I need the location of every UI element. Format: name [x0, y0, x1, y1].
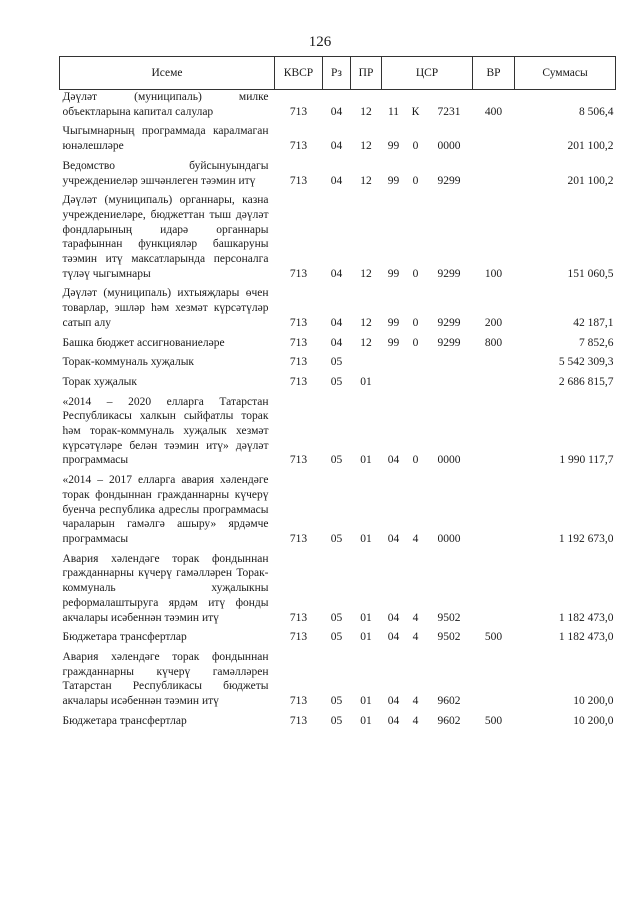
row-csr-subprogram — [406, 375, 426, 395]
row-csr-program: 99 — [387, 336, 400, 349]
row-csr-subprogram — [406, 355, 426, 375]
row-csr-subprogram: 0 — [412, 336, 419, 349]
row-rz: 05 — [330, 375, 343, 388]
row-name: Торак хуҗалык — [62, 375, 137, 388]
row-csr-subprogram: 0 — [412, 316, 419, 329]
header-pr: ПР — [351, 57, 382, 90]
row-csr-program: 04 — [387, 631, 400, 644]
row-pr: 01 — [360, 631, 372, 644]
row-pr: 01 — [360, 375, 372, 388]
table-row — [60, 124, 616, 158]
row-csr-direction: 9299 — [437, 336, 461, 349]
row-name: Бюджетара трансфертлар — [62, 714, 187, 727]
header-rz: Рз — [323, 57, 351, 90]
row-csr-program: 99 — [387, 267, 400, 280]
row-csr-direction: 7231 — [437, 105, 461, 118]
row-rz: 05 — [330, 695, 343, 708]
row-kvsr: 713 — [289, 336, 308, 349]
row-csr-direction: 9299 — [437, 316, 461, 329]
row-kvsr: 713 — [289, 267, 308, 280]
row-vr — [473, 124, 515, 158]
row-name: Башка бюджет ассигнованиеләре — [62, 336, 225, 349]
row-rz: 04 — [330, 336, 343, 349]
row-csr-program — [382, 355, 406, 375]
row-csr-program — [382, 375, 406, 395]
row-pr: 01 — [360, 714, 372, 727]
row-pr: 12 — [360, 336, 372, 349]
table-row — [60, 159, 616, 193]
row-pr: 01 — [360, 695, 372, 708]
table-row — [60, 375, 616, 395]
row-csr-direction: 9502 — [437, 611, 461, 624]
row-vr: 800 — [484, 336, 503, 349]
row-vr — [473, 159, 515, 193]
budget-table — [59, 56, 616, 733]
row-kvsr: 713 — [289, 532, 308, 545]
row-name: Дәүләт (муниципаль) милке объектларына капитал салулар — [62, 91, 269, 118]
row-sum: 2 686 815,7 — [558, 375, 614, 388]
row-csr-program: 04 — [387, 611, 400, 624]
row-kvsr: 713 — [289, 611, 308, 624]
row-rz: 04 — [330, 140, 343, 153]
row-pr: 01 — [360, 611, 372, 624]
row-rz: 05 — [330, 454, 343, 467]
header-kvsr: КВСР — [275, 57, 323, 90]
row-name: Ведомство буйсынуындагы учреждениеләр эшчәнлеген тәэмин итү — [62, 159, 269, 187]
row-csr-program: 04 — [387, 695, 400, 708]
row-sum: 201 100,2 — [567, 174, 614, 187]
row-vr: 200 — [484, 316, 503, 329]
row-vr — [473, 395, 515, 474]
row-vr — [473, 375, 515, 395]
row-sum: 1 990 117,7 — [559, 454, 614, 467]
row-vr — [473, 552, 515, 631]
row-pr: 01 — [360, 454, 372, 467]
row-rz: 05 — [330, 611, 343, 624]
row-csr-subprogram: 0 — [412, 267, 419, 280]
row-pr: 12 — [360, 316, 372, 329]
row-csr-subprogram: 0 — [412, 140, 419, 153]
row-rz: 05 — [330, 631, 343, 644]
table-row — [60, 286, 616, 335]
row-vr — [473, 473, 515, 552]
row-kvsr: 713 — [289, 140, 308, 153]
row-vr — [473, 355, 515, 375]
row-vr: 100 — [484, 267, 503, 280]
row-kvsr: 713 — [289, 695, 308, 708]
row-name: Дәүләт (муниципаль) ихтыяҗлары өчен товарлар, эшләр һәм хезмәт күрсәтүләр сатып алу — [62, 287, 269, 329]
row-csr-subprogram: К — [411, 105, 420, 118]
row-rz: 04 — [330, 316, 343, 329]
row-sum: 1 192 673,0 — [558, 532, 614, 545]
row-sum: 151 060,5 — [567, 267, 614, 280]
row-sum: 1 182 473,0 — [558, 611, 614, 624]
table-row — [60, 630, 616, 650]
row-csr-direction: 9602 — [437, 714, 461, 727]
row-pr: 12 — [360, 174, 372, 187]
row-kvsr: 713 — [289, 174, 308, 187]
table-row — [60, 336, 616, 356]
row-kvsr: 713 — [289, 454, 308, 467]
row-csr-subprogram: 4 — [412, 695, 419, 708]
row-csr-direction: 9299 — [437, 174, 461, 187]
row-csr-subprogram: 4 — [412, 611, 419, 624]
row-csr-direction — [426, 355, 473, 375]
row-sum: 7 852,6 — [579, 336, 614, 349]
row-vr: 500 — [484, 714, 503, 727]
row-csr-program: 04 — [387, 714, 400, 727]
table-row — [60, 193, 616, 286]
row-sum: 10 200,0 — [573, 695, 614, 708]
row-csr-subprogram: 4 — [412, 714, 419, 727]
row-csr-program: 99 — [387, 174, 400, 187]
row-name: Бюджетара трансфертлар — [62, 631, 187, 644]
row-csr-program: 04 — [387, 532, 400, 545]
row-kvsr: 713 — [289, 714, 308, 727]
table-row — [60, 650, 616, 714]
row-name: Дәүләт (муниципаль) органнары, казна учреждениеләре, бюджеттан тыш дәүләт фондларының идарә органнары тарафыннан функцияләр башкаруны тәэмин итү максатларында персоналга түләү чыгымнары — [62, 194, 269, 280]
table-row — [60, 714, 616, 734]
row-sum: 42 187,1 — [573, 316, 614, 329]
row-name: Торак-коммуналь хуҗалык — [62, 356, 195, 369]
row-rz: 05 — [330, 532, 343, 545]
row-sum: 8 506,4 — [579, 105, 614, 118]
row-kvsr: 713 — [289, 375, 308, 388]
row-csr-program: 11 — [387, 105, 400, 118]
row-csr-subprogram: 0 — [412, 454, 419, 467]
row-csr-direction — [426, 375, 473, 395]
header-name: Исеме — [60, 57, 275, 90]
row-csr-subprogram: 4 — [412, 532, 419, 545]
row-vr: 400 — [484, 105, 503, 118]
row-csr-direction: 0000 — [437, 454, 461, 467]
row-sum: 1 182 473,0 — [558, 631, 614, 644]
row-vr — [473, 650, 515, 714]
row-pr: 12 — [360, 105, 372, 118]
row-sum: 10 200,0 — [573, 714, 614, 727]
row-csr-direction: 0000 — [437, 532, 461, 545]
row-csr-program: 99 — [387, 316, 400, 329]
row-pr: 12 — [360, 140, 372, 153]
row-pr — [351, 355, 382, 375]
header-sum: Суммасы — [515, 57, 616, 90]
row-csr-direction: 9299 — [437, 267, 461, 280]
row-name: Авария хәлендәге торак фондыннан гражданнарны күчерү гамәлләрен Татарстан Республикасы бюджеты акчалары исәбеннән тәэмин итү — [62, 650, 269, 708]
table-row — [60, 395, 616, 474]
table-row — [60, 90, 616, 125]
row-name: Чыгымнарның программада каралмаган юнәлешләре — [62, 125, 269, 153]
page-number: 126 — [308, 34, 332, 50]
row-csr-subprogram: 4 — [412, 631, 419, 644]
row-rz: 04 — [330, 267, 343, 280]
row-csr-direction: 9502 — [437, 631, 461, 644]
table-header-row — [60, 57, 616, 90]
row-csr-direction: 0000 — [437, 140, 461, 153]
row-rz: 04 — [330, 174, 343, 187]
row-sum: 201 100,2 — [567, 140, 614, 153]
row-sum: 5 542 309,3 — [558, 356, 614, 369]
table-row — [60, 473, 616, 552]
row-name: Авария хәлендәге торак фондыннан гражданнарны күчерү гамәлләрен Торак-коммуналь хуҗалыкны реформалаштыруга ярдәм итү фонды акчалары исәбеннән тәэмин итү — [62, 552, 269, 624]
row-rz: 04 — [330, 105, 343, 118]
row-csr-subprogram: 0 — [412, 174, 419, 187]
row-vr: 500 — [484, 631, 503, 644]
row-csr-program: 04 — [387, 454, 400, 467]
row-rz: 05 — [330, 356, 343, 369]
row-kvsr: 713 — [289, 105, 308, 118]
row-csr-direction: 9602 — [437, 695, 461, 708]
header-vr: ВР — [473, 57, 515, 90]
row-name: «2014 – 2020 елларга Татарстан Республикасы халкын сыйфатлы торак һәм торак-коммуналь хуҗалык хезмәт күрсәтүләре белән тәэмин итү» дәүләт программасы — [62, 395, 269, 467]
row-pr: 01 — [360, 532, 372, 545]
row-csr-program: 99 — [387, 140, 400, 153]
header-csr: ЦСР — [382, 57, 473, 90]
row-kvsr: 713 — [289, 316, 308, 329]
row-pr: 12 — [360, 267, 372, 280]
table-row — [60, 355, 616, 375]
row-name: «2014 – 2017 елларга авария хәлендәге торак фондыннан гражданнарны күчерү буенча республика адреслы программасы чараларын гамәлгә ашыру» ярдәмче программасы — [62, 474, 269, 545]
row-kvsr: 713 — [289, 356, 308, 369]
table-row — [60, 552, 616, 631]
row-rz: 05 — [330, 714, 343, 727]
row-kvsr: 713 — [289, 631, 308, 644]
